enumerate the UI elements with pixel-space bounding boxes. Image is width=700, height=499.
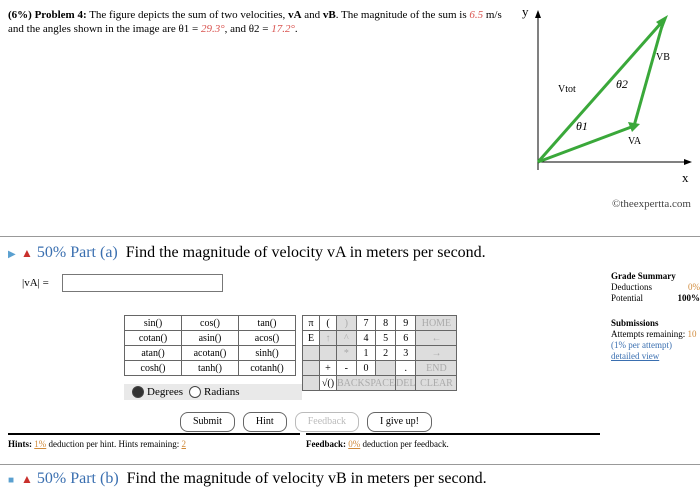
hint-button[interactable]: Hint xyxy=(243,412,287,432)
submissions-panel: Submissions Attempts remaining: 10 (1% per attempt) detailed view xyxy=(611,318,700,362)
cosh-button[interactable]: cosh() xyxy=(125,361,182,376)
cos-button[interactable]: cos() xyxy=(182,316,239,331)
detailed-view-link[interactable]: detailed view xyxy=(611,351,660,361)
angle-unit-toggle xyxy=(124,384,302,400)
vb-label: VB xyxy=(656,52,670,63)
grade-summary: Grade Summary Deductions 0% Potential 100% xyxy=(611,271,700,303)
right-arrow-button[interactable]: → xyxy=(416,346,457,361)
key-2[interactable]: 2 xyxy=(376,346,396,361)
feedback-button[interactable]: Feedback xyxy=(295,412,359,432)
key-9[interactable]: 9 xyxy=(396,316,416,331)
open-paren-button[interactable]: ( xyxy=(320,316,337,331)
power-button[interactable]: ^ xyxy=(337,331,357,346)
theta2-label: θ2 xyxy=(616,77,628,91)
collapse-icon[interactable]: ■ xyxy=(8,475,15,486)
plus-button[interactable]: + xyxy=(320,361,337,376)
submit-button[interactable]: Submit xyxy=(180,412,235,432)
vtot-label: Vtot xyxy=(558,84,576,95)
part-a-header: ▶ ▲ 50% Part (a) Find the magnitude of velocity vA in meters per second. xyxy=(8,244,486,261)
sin-button[interactable]: sin() xyxy=(125,316,182,331)
expand-arrow-icon[interactable]: ▶ xyxy=(8,249,16,260)
end-button[interactable]: END xyxy=(416,361,457,376)
pi-button[interactable]: π xyxy=(303,316,320,331)
feedback-bar: Feedback: 0% deduction per feedback. xyxy=(306,433,600,461)
key-5[interactable]: 5 xyxy=(376,331,396,346)
multiply-button[interactable]: * xyxy=(337,346,357,361)
sqrt-button[interactable]: √() xyxy=(320,376,337,391)
copyright-credit: ©theexpertta.com xyxy=(612,198,691,210)
asin-button[interactable]: asin() xyxy=(182,331,239,346)
answer-input[interactable] xyxy=(62,274,223,292)
acos-button[interactable]: acos() xyxy=(239,331,296,346)
va-label: VA xyxy=(628,136,642,147)
backspace-button[interactable]: BACKSPACE xyxy=(337,377,395,389)
give-up-button[interactable]: I give up! xyxy=(367,412,432,432)
close-paren-button[interactable]: ) xyxy=(337,316,357,331)
acotan-button[interactable]: acotan() xyxy=(182,346,239,361)
y-axis-label: y xyxy=(522,8,529,19)
tan-button[interactable]: tan() xyxy=(239,316,296,331)
key-3[interactable]: 3 xyxy=(396,346,416,361)
key-1[interactable]: 1 xyxy=(356,346,376,361)
key-8[interactable]: 8 xyxy=(376,316,396,331)
theta1-label: θ1 xyxy=(576,119,588,133)
degrees-option[interactable]: Degrees xyxy=(132,386,183,398)
part-b-header: ■ ▲ 50% Part (b) Find the magnitude of velocity vB in meters per second. xyxy=(8,470,487,487)
clear-button[interactable]: CLEAR xyxy=(416,376,457,391)
x-axis-label: x xyxy=(682,170,689,185)
divider xyxy=(0,464,700,465)
hints-bar: Hints: 1% deduction per hint. Hints remaining: 2 xyxy=(8,433,300,461)
vector-diagram xyxy=(516,8,700,190)
key-7[interactable]: 7 xyxy=(356,316,376,331)
left-arrow-button[interactable]: ← xyxy=(416,331,457,346)
tanh-button[interactable]: tanh() xyxy=(182,361,239,376)
action-buttons xyxy=(180,412,432,432)
atan-button[interactable]: atan() xyxy=(125,346,182,361)
cotanh-button[interactable]: cotanh() xyxy=(239,361,296,376)
radio-icon xyxy=(189,386,201,398)
cotan-button[interactable]: cotan() xyxy=(125,331,182,346)
radio-icon-selected xyxy=(132,386,144,398)
e-button[interactable]: E xyxy=(303,331,320,346)
dot-button[interactable]: . xyxy=(396,361,416,376)
minus-button[interactable]: - xyxy=(337,361,357,376)
divider xyxy=(0,236,700,237)
del-button[interactable]: DEL xyxy=(396,377,416,389)
theta2-value: 17.2° xyxy=(271,23,295,35)
key-0[interactable]: 0 xyxy=(356,361,376,376)
problem-statement: (6%) Problem 4: The figure depicts the sum of two velocities, vA and vB. The magnitude of the sum is 6.5 m/s and the angles shown in the image are θ1 = 29.3°, and θ2 = 17.2°. xyxy=(8,9,502,35)
key-6[interactable]: 6 xyxy=(396,331,416,346)
warning-icon: ▲ xyxy=(21,472,33,486)
warning-icon: ▲ xyxy=(21,246,33,260)
sinh-button[interactable]: sinh() xyxy=(239,346,296,361)
up-button[interactable]: ↑ xyxy=(320,331,337,346)
magnitude-value: 6.5 xyxy=(469,9,484,21)
answer-label: |vA| = xyxy=(22,277,49,289)
key-4[interactable]: 4 xyxy=(356,331,376,346)
problem-label: (6%) Problem 4: xyxy=(8,9,87,21)
home-button[interactable]: HOME xyxy=(416,316,457,331)
radians-option[interactable]: Radians xyxy=(189,386,239,398)
numeric-keys xyxy=(302,315,457,391)
theta1-value: 29.3° xyxy=(200,23,225,35)
function-keys xyxy=(124,315,296,376)
